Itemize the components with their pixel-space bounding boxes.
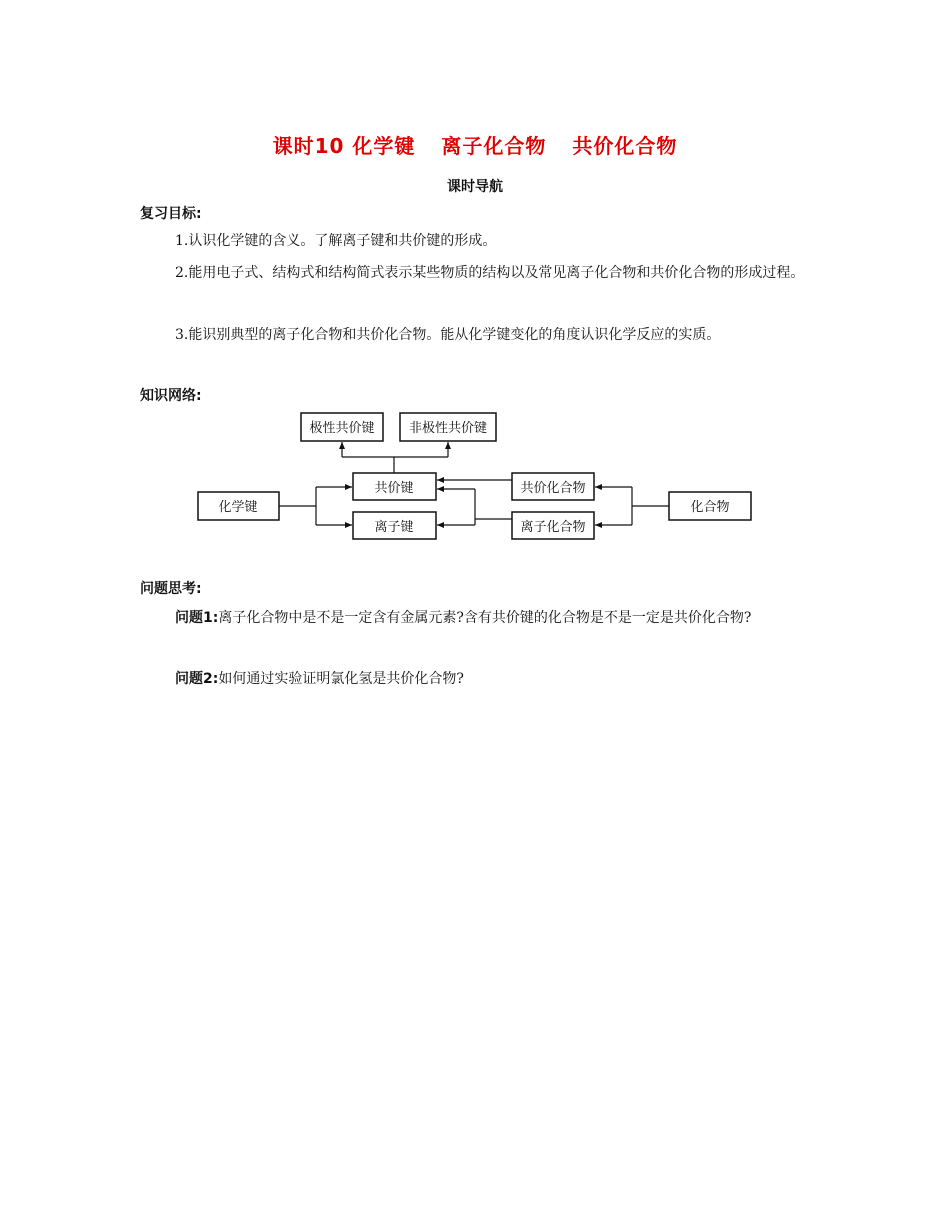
question-2: [140, 664, 815, 694]
box-chemical-bond: [198, 492, 279, 520]
box-ionic-compound: [512, 512, 594, 539]
box-polar-label: 极性共价键: [309, 421, 375, 436]
question-1-label: 问题1:: [175, 610, 219, 626]
box-nonpolar-label: 非极性共价键: [408, 421, 488, 436]
box-nonpolar-covalent-bond: [400, 413, 496, 441]
section-subtitle: 课时导航: [447, 179, 503, 195]
box-covalent-bond-label: 共价键: [374, 481, 414, 496]
title-part-2: 离子化合物: [441, 134, 547, 158]
box-ionic-bond: [353, 512, 436, 539]
title-part-1: 课时10 化学键: [272, 134, 416, 158]
box-chem-bond-label: 化学键: [218, 500, 258, 515]
review-goals-heading: 复习目标:: [140, 206, 202, 222]
title-part-3: 共价化合物: [572, 134, 678, 158]
box-compound-label: 化合物: [690, 500, 730, 515]
review-goal-2: 2.能用电子式、结构式和结构简式表示某些物质的结构以及常见离子化合物和共价化合物的形成过程。: [175, 265, 805, 281]
review-goal-3: 3.能识别典型的离子化合物和共价化合物。能从化学键变化的角度认识化学反应的实质。: [175, 327, 721, 343]
questions-heading: 问题思考:: [140, 581, 202, 597]
box-polar-covalent-bond: [301, 413, 383, 441]
box-ionic-compound-label: 离子化合物: [520, 520, 586, 535]
box-covalent-compound: [512, 473, 594, 500]
question-2-label: 问题2:: [175, 671, 219, 687]
box-covalent-bond: [353, 473, 436, 500]
question-2-text: 如何通过实验证明氯化氢是共价化合物?: [218, 671, 464, 687]
review-goal-1: 1.认识化学键的含义。了解离子键和共价键的形成。: [175, 233, 497, 249]
box-ionic-bond-label: 离子键: [374, 520, 414, 535]
box-compound: [669, 492, 751, 520]
question-1-text: 离子化合物中是不是一定含有金属元素?含有共价键的化合物是不是一定是共价化合物?: [218, 610, 752, 626]
knowledge-network-heading: 知识网络:: [140, 388, 202, 404]
box-covalent-compound-label: 共价化合物: [520, 481, 586, 496]
question-1: [140, 603, 815, 633]
